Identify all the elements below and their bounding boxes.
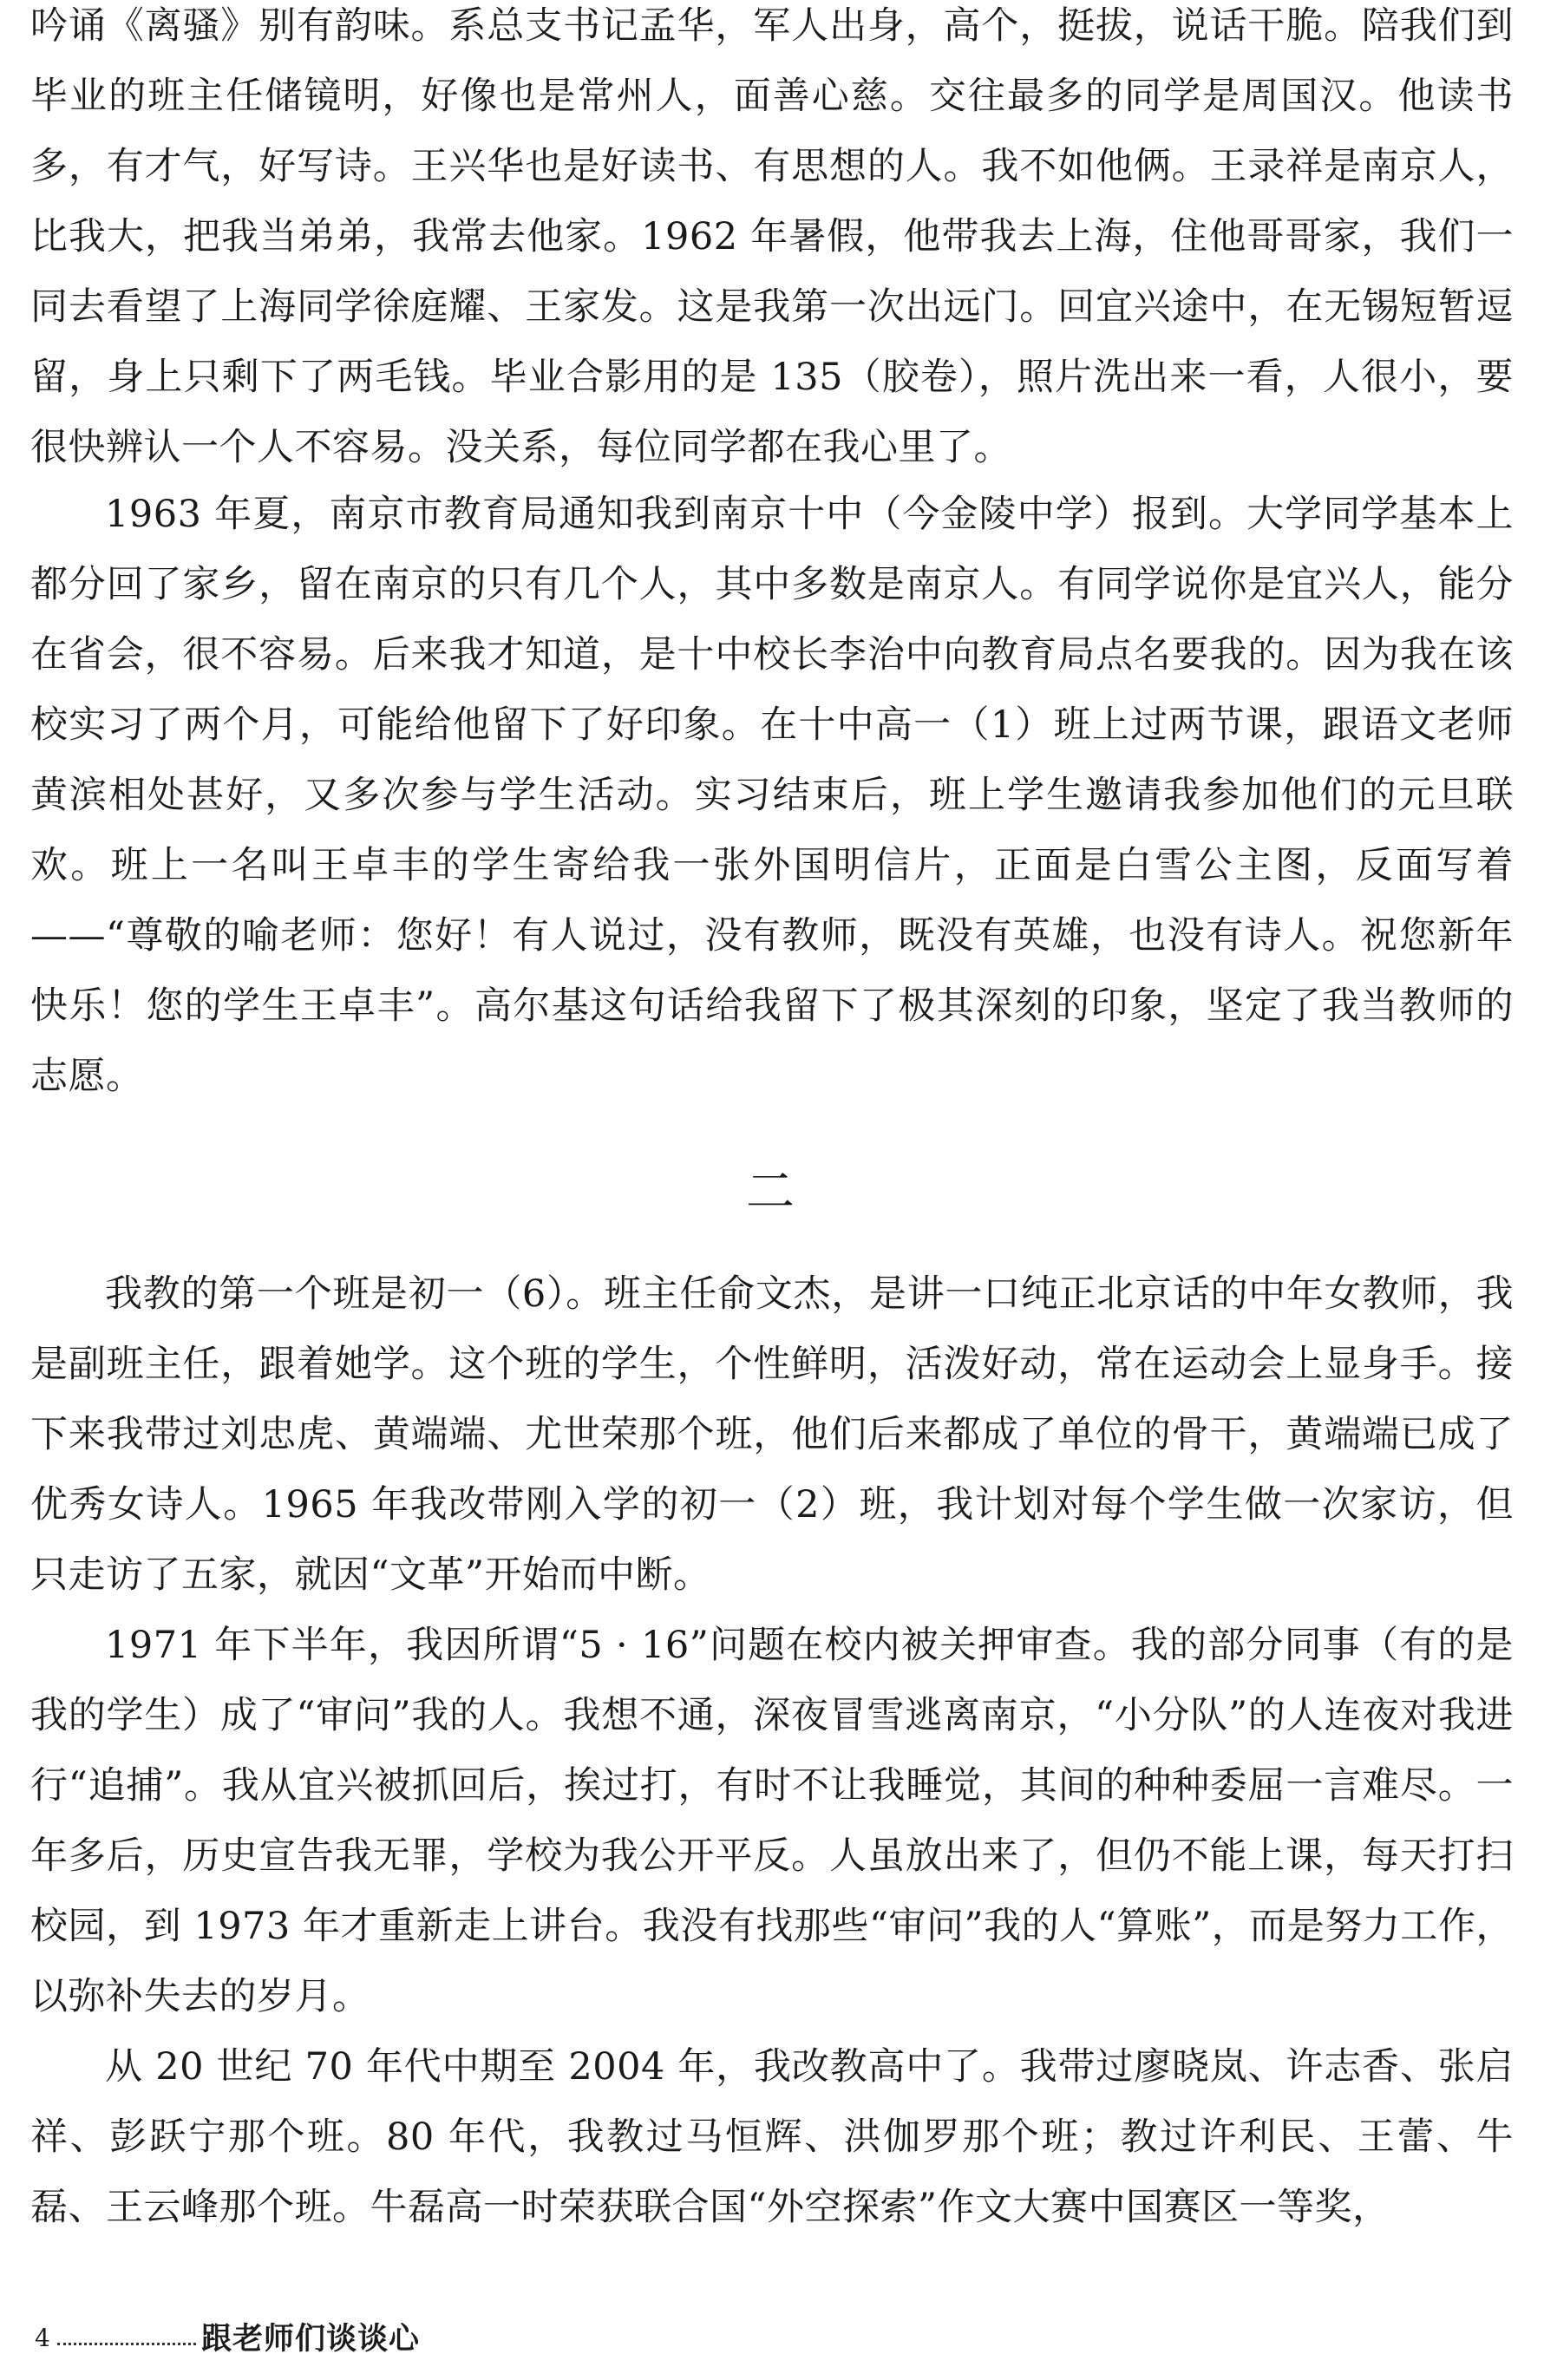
paragraph-high-school: 从 20 世纪 70 年代中期至 2004 年，我改教高中了。我带过廖晓岚、许志香、张启祥、彭跃宁那个班。80 年代，我教过马恒辉、洪伽罗那个班；教过许利民、王蕾、牛磊、王云峰那个班。牛磊高一时荣获联合国“外空探索”作文大赛中国赛区一等奖， <box>30 2045 1514 2229</box>
paragraph-1971: 1971 年下半年，我因所谓“5 · 16”问题在校内被关押审查。我的部分同事（有的是我的学生）成了“审问”我的人。我想不通，深夜冒雪逃离南京，“小分队”的人连夜对我进行“追捕”。我从宜兴被抓回后，挨过打，有时不让我睡觉，其间的种种委屈一言难尽。一年多后，历史宣告我无罪，学校为我公开平反。人虽放出来了，但仍不能上课，每天打扫校园，到 1973 年才重新走上讲台。我没有找那些“审问”我的人“算账”，而是努力工作，以弥补失去的岁月。 <box>30 1624 1514 2018</box>
paragraph-1963: 1963 年夏，南京市教育局通知我到南京十中（今金陵中学）报到。大学同学基本上都分回了家乡，留在南京的只有几个人，其中多数是南京人。有同学说你是宜兴人，能分在省会，很不容易。后来我才知道，是十中校长李治中向教育局点名要我的。因为我在该校实习了两个月，可能给他留下了好印象。在十中高一（1）班上过两节课，跟语文老师黄滨相处甚好，又多次参与学生活动。实习结束后，班上学生邀请我参加他们的元旦联欢。班上一名叫王卓丰的学生寄给我一张外国明信片，正面是白雪公主图，反面写着——“尊敬的喻老师：您好！有人说过，没有教师，既没有英雄，也没有诗人。祝您新年快乐！您的学生王卓丰”。高尔基这句话给我留下了极其深刻的印象，坚定了我当教师的志愿。 <box>30 493 1514 1098</box>
running-title: 跟老师们谈谈心 <box>201 2322 421 2357</box>
paragraph-first-class: 我教的第一个班是初一（6）。班主任俞文杰，是讲一口纯正北京话的中年女教师，我是副班主任，跟着她学。这个班的学生，个性鲜明，活泼好动，常在运动会上显身手。接下来我带过刘忠虎、黄端端、尤世荣那个班，他们后来都成了单位的骨干，黄端端已成了优秀女诗人。1965 年我改带刚入学的初一（2）班，我计划对每个学生做一次家访，但只走访了五家，就因“文革”开始而中断。 <box>30 1272 1514 1597</box>
page-number: 4 <box>35 2324 50 2352</box>
section-heading: 二 <box>746 1164 798 1220</box>
footer-dotted-leader <box>57 2343 196 2345</box>
paragraph-continued: 吟诵《离骚》别有韵味。系总支书记孟华，军人出身，高个，挺拔，说话干脆。陪我们到毕业的班主任储镜明，好像也是常州人，面善心慈。交往最多的同学是周国汉。他读书多，有才气，好写诗。王兴华也是好读书、有思想的人。我不如他俩。王录祥是南京人，比我大，把我当弟弟，我常去他家。1962 年暑假，他带我去上海，住他哥哥家，我们一同去看望了上海同学徐庭耀、王家发。这是我第一次出远门。回宜兴途中，在无锡短暂逗留，身上只剩下了两毛钱。毕业合影用的是 135（胶卷），照片洗出来一看，人很小，要很快辨认一个人不容易。没关系，每位同学都在我心里了。 <box>30 4 1514 469</box>
page-footer <box>0 2311 1544 2364</box>
